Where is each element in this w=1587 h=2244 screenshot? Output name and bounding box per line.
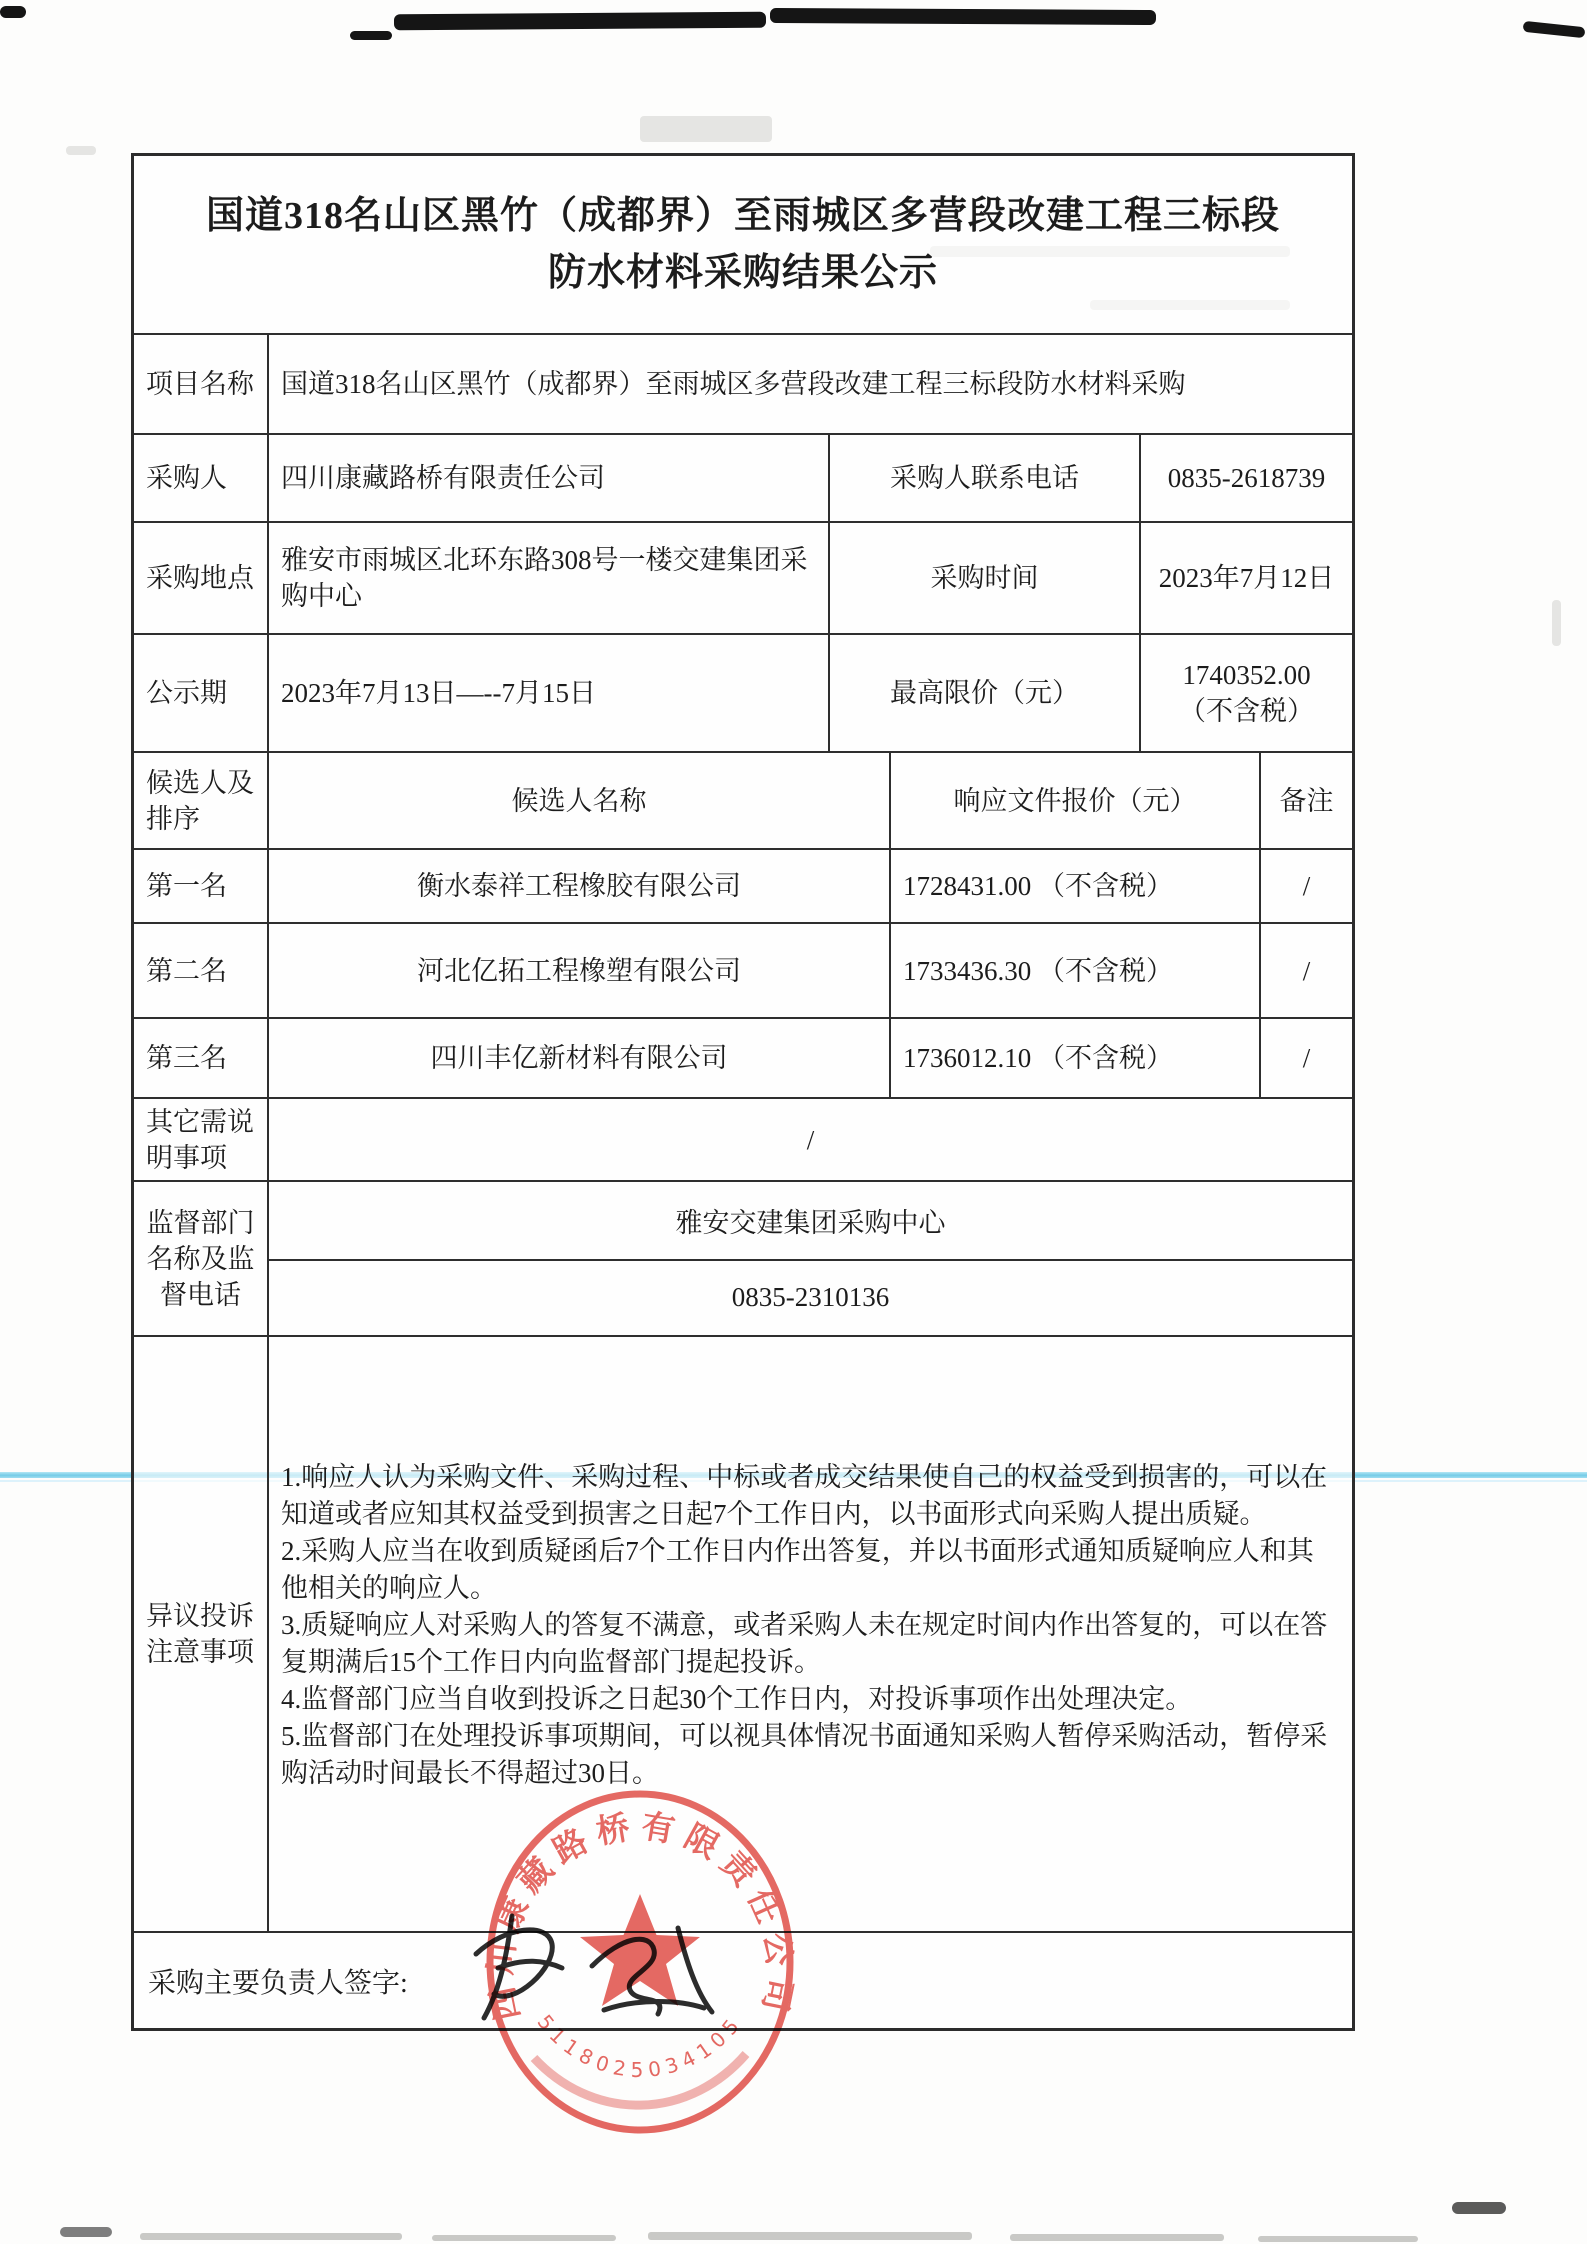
page-title-line2: 防水材料采购结果公示	[547, 251, 938, 294]
purchaser-row	[134, 433, 1352, 521]
scan-artifact-bottom-1	[140, 2233, 402, 2240]
scan-smudge-1	[640, 116, 772, 142]
candidate-remark-header: 备注	[1259, 753, 1352, 848]
candidate-1-remark: /	[1259, 850, 1352, 922]
candidates-rank-header: 候选人及排序	[146, 767, 254, 834]
supervisor-phone: 0835-2310136	[267, 1259, 1352, 1335]
purchase-time-label: 采购时间	[828, 523, 1139, 633]
seal-star	[580, 1894, 700, 2006]
max-price-value	[1139, 635, 1352, 751]
scan-artifact-bottom-dark	[60, 2227, 112, 2237]
max-price-tax-note: （不含税）	[1179, 696, 1314, 726]
project-name-label: 项目名称	[146, 369, 254, 399]
seal-company-name: 四川康藏路桥有限责任公司	[482, 1808, 798, 2024]
candidate-3-price: 1736012.10 （不含税）	[889, 1019, 1259, 1097]
scan-artifact-bottom-3	[648, 2232, 972, 2240]
complaint-note-1: 1.响应人认为采购文件、采购过程、中标或者成交结果使自己的权益受到损害的，可以在知道或者应知其权益受到损害之日起7个工作日内，以书面形式向采购人提出质疑。	[281, 1462, 1328, 1529]
supervisor-name: 雅安交建集团采购中心	[267, 1182, 1352, 1259]
location-label: 采购地点	[146, 563, 254, 593]
page-title-line1: 国道318名山区黑竹（成都界）至雨城区多营段改建工程三标段	[205, 194, 1280, 237]
scan-artifact-top-bar-1	[394, 12, 766, 31]
complaint-note-4: 4.监督部门应当自收到投诉之日起30个工作日内，对投诉事项作出处理决定。	[281, 1684, 1193, 1714]
candidate-row-1	[134, 848, 1352, 922]
candidate-2-name: 河北亿拓工程橡塑有限公司	[267, 924, 889, 1017]
purchase-time-value: 2023年7月12日	[1139, 523, 1352, 633]
scan-smudge-4	[66, 146, 96, 155]
project-name-row	[134, 333, 1352, 433]
max-price-amount: 1740352.00	[1182, 660, 1311, 690]
candidate-2-price: 1733436.30 （不含税）	[889, 924, 1259, 1017]
candidate-price-header: 响应文件报价（元）	[889, 753, 1259, 848]
candidate-row-2	[134, 922, 1352, 1017]
company-seal	[450, 1772, 830, 2152]
candidate-3-name: 四川丰亿新材料有限公司	[267, 1019, 889, 1097]
candidate-row-3	[134, 1017, 1352, 1097]
purchaser-contact-label: 采购人联系电话	[828, 435, 1139, 521]
scan-artifact-bottom-5	[1258, 2236, 1418, 2242]
candidate-3-rank: 第三名	[146, 1043, 227, 1073]
other-notes-row	[134, 1097, 1352, 1180]
purchaser-value: 四川康藏路桥有限责任公司	[267, 435, 828, 521]
complaints-label: 异议投诉注意事项	[146, 1601, 254, 1667]
purchaser-contact-value: 0835-2618739	[1139, 435, 1352, 521]
scan-artifact-top-bar-2	[770, 8, 1156, 25]
scan-artifact-top-left-corner	[0, 6, 26, 18]
supervisor-row	[134, 1180, 1352, 1335]
max-price-label: 最高限价（元）	[828, 635, 1139, 751]
scan-artifact-bottom-right	[1452, 2202, 1506, 2214]
seal-serial-number: 5118025034105	[532, 2009, 748, 2082]
signature-label: 采购主要负责人签字:	[148, 1967, 408, 1999]
publicity-value: 2023年7月13日—--7月15日	[267, 635, 828, 751]
candidate-2-rank: 第二名	[146, 955, 227, 986]
scan-artifact-bottom-2	[432, 2235, 616, 2241]
candidate-1-rank: 第一名	[146, 871, 227, 901]
supervisor-cells	[267, 1182, 1352, 1335]
candidate-1-price: 1728431.00 （不含税）	[889, 850, 1259, 922]
title-row	[134, 156, 1352, 333]
other-notes-label: 其它需说明事项	[146, 1106, 254, 1173]
publicity-label: 公示期	[146, 678, 227, 708]
scan-artifact-bottom-4	[1010, 2234, 1224, 2241]
publicity-row	[134, 633, 1352, 751]
announcement-table	[131, 153, 1355, 2031]
scan-artifact-top-small	[350, 31, 392, 40]
page-title	[134, 156, 1352, 333]
other-notes-value: /	[267, 1099, 1352, 1180]
complaint-note-5: 5.监督部门在处理投诉事项期间，可以视具体情况书面通知采购人暂停采购活动，暂停采购活动时间最长不得超过30日。	[281, 1721, 1328, 1788]
candidate-1-name: 衡水泰祥工程橡胶有限公司	[267, 850, 889, 922]
location-row	[134, 521, 1352, 633]
candidates-header-row	[134, 751, 1352, 848]
candidate-2-remark: /	[1259, 924, 1352, 1017]
project-name-value: 国道318名山区黑竹（成都界）至雨城区多营段改建工程三标段防水材料采购	[267, 335, 1352, 433]
complaint-note-3: 3.质疑响应人对采购人的答复不满意，或者采购人未在规定时间内作出答复的，可以在答复期满后15个工作日内向监督部门提起投诉。	[281, 1610, 1328, 1677]
complaint-note-2: 2.采购人应当在收到质疑函后7个工作日内作出答复，并以书面形式通知质疑响应人和其他相关的响应人。	[281, 1536, 1314, 1603]
candidate-name-header: 候选人名称	[267, 753, 889, 848]
scan-smudge-5	[1552, 600, 1561, 646]
candidate-3-remark: /	[1259, 1019, 1352, 1097]
svg-text:5118025034105	[533, 2010, 748, 2082]
location-value: 雅安市雨城区北环东路308号一楼交建集团采购中心	[267, 523, 828, 633]
supervisor-label: 监督部门名称及监督电话	[146, 1207, 255, 1310]
purchaser-label: 采购人	[146, 463, 227, 493]
scan-artifact-top-right	[1523, 21, 1586, 38]
